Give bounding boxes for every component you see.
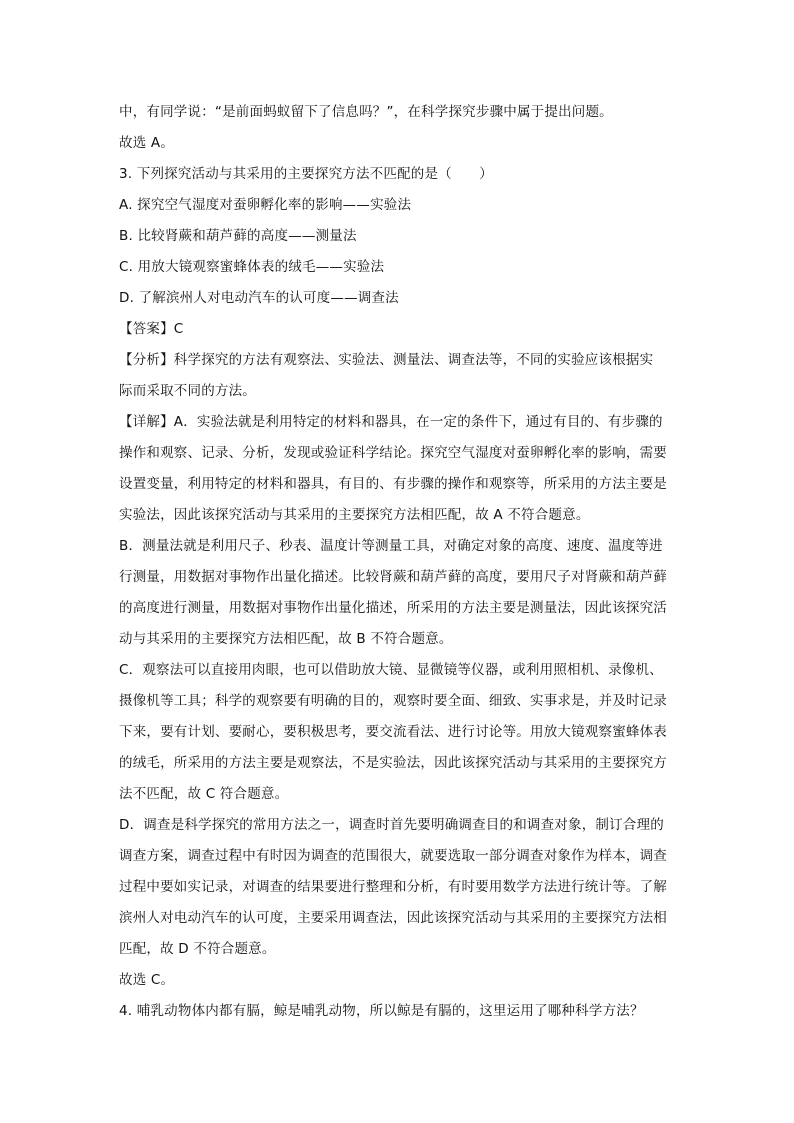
explanation-line: 行测量，用数据对事物作出量化描述。比较肾蕨和葫芦藓的高度，要用尺子对肾蕨和葫芦藓 (119, 569, 667, 585)
explanation-line: C．观察法可以直接用肉眼，也可以借助放大镜、显微镜等仪器，或利用照相机、录像机、 (119, 662, 663, 678)
explanation-line: 的绒毛，所采用的方法主要是观察法，不是实验法，因此该探究活动与其采用的主要探究方 (119, 755, 667, 771)
explanation-line: 调查方案，调查过程中有时因为调查的范围很大，就要选取一部分调查对象作为样本，调查 (119, 848, 667, 864)
explanation-line: 设置变量，利用特定的材料和器具，有目的、有步骤的操作和观察等，所采用的方法主要是 (119, 476, 667, 492)
option-a: A. 探究空气湿度对蚕卵孵化率的影响——实验法 (119, 197, 412, 213)
analysis-line: 【分析】科学探究的方法有观察法、实验法、测量法、调查法等，不同的实验应该根据实 (119, 352, 654, 368)
explanation-line: 【详解】A．实验法就是利用特定的材料和器具，在一定的条件下，通过有目的、有步骤的 (119, 414, 663, 430)
explanation-line: 下来，要有计划、要耐心，要积极思考，要交流看法、进行讨论等。用放大镜观察蜜蜂体表 (119, 724, 667, 740)
paragraph-line: 中，有同学说：“是前面蚂蚁留下了信息吗？”，在科学探究步骤中属于提出问题。 (119, 104, 613, 120)
question-3-stem: 3. 下列探究活动与其采用的主要探究方法不匹配的是（ ） (119, 166, 493, 182)
explanation-line: 的高度进行测量，用数据对事物作出量化描述，所采用的方法主要是测量法，因此该探究活 (119, 600, 667, 616)
answer-line: 故选 A。 (119, 135, 175, 151)
answer-line: 故选 C。 (119, 972, 175, 988)
option-d: D. 了解滨州人对电动汽车的认可度——调查法 (119, 290, 399, 306)
question-4-stem: 4. 哺乳动物体内都有膈，鲸是哺乳动物，所以鲸是有膈的，这里运用了哪种科学方法？ (119, 1003, 644, 1019)
answer-label: 【答案】C (119, 321, 184, 337)
explanation-line: 匹配，故 D 不符合题意。 (119, 941, 276, 957)
explanation-line: B．测量法就是利用尺子、秒表、温度计等测量工具，对确定对象的高度、速度、温度等进 (119, 538, 663, 554)
explanation-line: 操作和观察、记录、分析，发现或验证科学结论。探究空气湿度对蚕卵孵化率的影响，需要 (119, 445, 667, 461)
explanation-line: 摄像机等工具；科学的观察要有明确的目的，观察时要全面、细致、实事求是，并及时记录 (119, 693, 667, 709)
explanation-line: 实验法，因此该探究活动与其采用的主要探究方法相匹配，故 A 不符合题意。 (119, 507, 590, 523)
option-c: C. 用放大镜观察蜜蜂体表的绒毛——实验法 (119, 259, 385, 275)
explanation-line: 动与其采用的主要探究方法相匹配，故 B 不符合题意。 (119, 631, 453, 647)
explanation-line: D．调查是科学探究的常用方法之一，调查时首先要明确调查目的和调查对象，制订合理的 (119, 817, 664, 833)
option-b: B. 比较肾蕨和葫芦藓的高度——测量法 (119, 228, 357, 244)
analysis-line: 际而采取不同的方法。 (119, 383, 256, 399)
explanation-line: 过程中要如实记录，对调查的结果要进行整理和分析，有时要用数学方法进行统计等。了解 (119, 879, 667, 895)
explanation-line: 滨州人对电动汽车的认可度，主要采用调查法，因此该探究活动与其采用的主要探究方法相 (119, 910, 667, 926)
explanation-line: 法不匹配，故 C 符合题意。 (119, 786, 289, 802)
